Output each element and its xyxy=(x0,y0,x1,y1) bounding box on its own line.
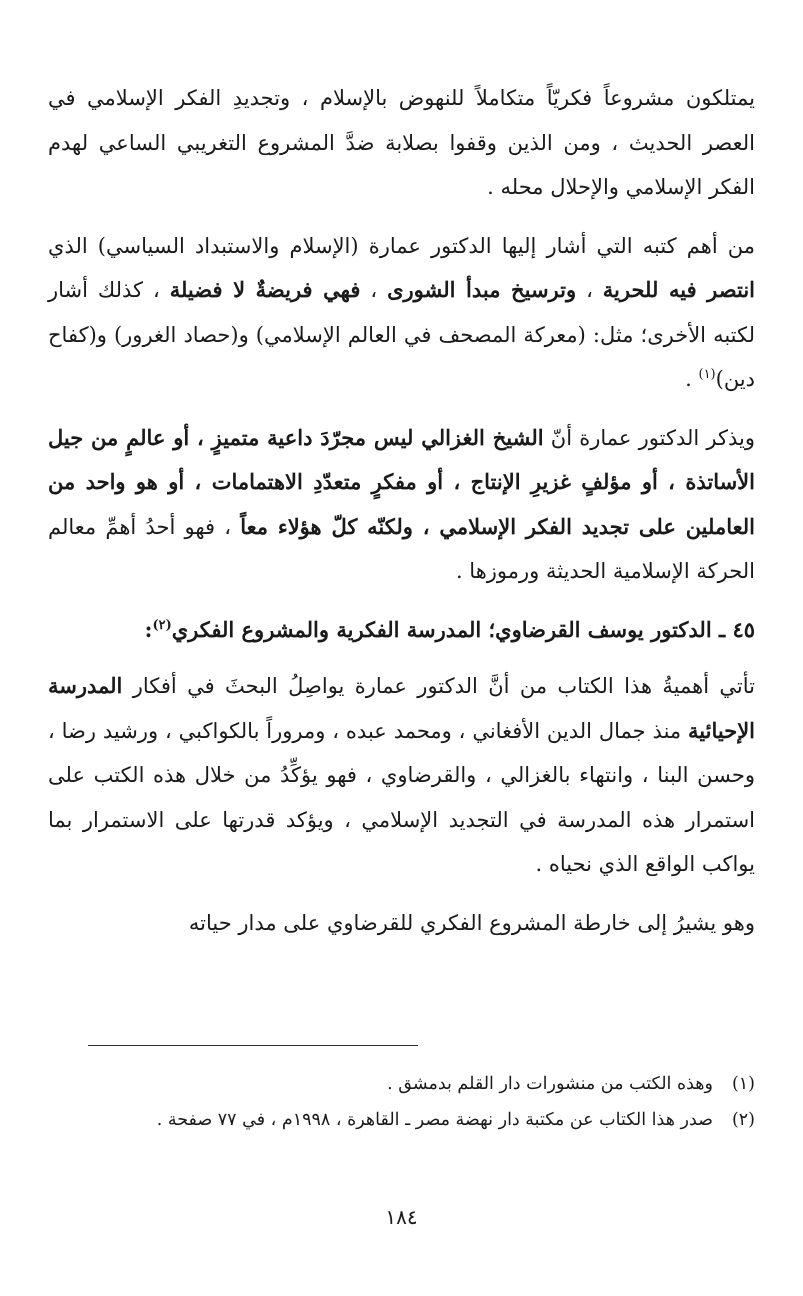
paragraph-5-text: وهو يشيرُ إلى خارطة المشروع الفكري للقرضاوي على مدار حياته xyxy=(188,910,755,935)
section-heading xyxy=(48,608,755,653)
footnote-divider xyxy=(88,1045,418,1046)
footnote-1-text: وهذه الكتب من منشورات دار القلم بدمشق . xyxy=(387,1074,713,1094)
paragraph-4-text-c: منذ جمال الدين الأفغاني ، ومحمد عبده ، ومروراً بالكواكبي ، ورشيد رضا ، وحسن البنا ، وانتهاء بالغزالي ، والقرضاوي ، فهو يؤكِّدُ من خلال هذه الكتب على استمرار هذه المدرسة في التجديد الإسلامي ، ويؤكد قدرتها على الاستمرار بما يواكب الواقع الذي نحياه . xyxy=(48,718,755,876)
paragraph-3 xyxy=(48,416,755,594)
footnote-ref-2[interactable]: (٢) xyxy=(152,617,172,633)
paragraph-2-bold-1: انتصر فيه للحرية xyxy=(602,277,755,302)
paragraph-4 xyxy=(48,664,755,887)
footnotes xyxy=(48,1068,755,1140)
paragraph-5 xyxy=(48,901,755,946)
footnote-1 xyxy=(48,1068,755,1100)
paragraph-3-text-a: ويذكر الدكتور عمارة أنّ xyxy=(543,425,755,450)
paragraph-2-bold-2: وترسيخ مبدأ الشورى xyxy=(387,277,577,302)
paragraph-3-bold: الشيخ الغزالي ليس مجرّدَ داعية متميزٍ ، أو عالمٍ من جيل الأساتذة ، أو مؤلفٍ غزيرِ الإنتاج ، أو مفكرٍ متعدّدِ الاهتمامات ، أو هو واحد من العاملين على تجديد الفكر الإسلامي ، ولكنّه كلّ هؤلاء معاً xyxy=(48,424,755,539)
page-number: ١٨٤ xyxy=(385,1205,418,1229)
paragraph-3-text-c: ، فهو أحدُ أهمِّ معالم الحركة الإسلامية الحديثة ورموزها . xyxy=(48,514,755,583)
section-heading-text: ٤٥ ـ الدكتور يوسف القرضاوي؛ المدرسة الفكرية والمشروع الفكري xyxy=(171,616,755,642)
paragraph-2-text-f: . xyxy=(685,367,699,391)
paragraph-1 xyxy=(48,76,755,210)
paragraph-2-text-d: ، xyxy=(360,278,388,302)
paragraph-2 xyxy=(48,224,755,402)
paragraph-2-text-c: ، xyxy=(576,278,603,302)
paragraph-1-text: يمتلكون مشروعاً فكريّاً متكاملاً للنهوض بالإسلام ، وتجديدِ الفكر الإسلامي في العصر الحديث ، ومن الذين وقفوا بصلابة ضدَّ المشروع التغريبي الساعي لهدم الفكر الإسلامي والإحلال محله . xyxy=(48,86,755,199)
paragraph-4-bold: المدرسة الإحيائية xyxy=(48,673,755,743)
paragraph-2-text-e: ، كذلك أشار لكتبه الأخرى؛ مثل: (معركة المصحف في العالم الإسلامي) و(حصاد الغرور) و(كفاح دين) xyxy=(48,278,755,391)
footnote-1-number: (١) xyxy=(731,1074,755,1094)
paragraph-2-text-a: من أهم كتبه التي أشار إليها الدكتور عمارة (الإسلام والاستبداد السياسي) الذي xyxy=(48,233,755,258)
paragraph-4-text-a: تأتي أهميةُ هذا الكتاب من أنَّ الدكتور عمارة يواصِلُ البحثَ في أفكار xyxy=(122,674,755,698)
paragraph-2-bold-3: فهي فريضةٌ لا فضيلة xyxy=(169,277,361,302)
footnote-2 xyxy=(48,1104,755,1136)
section-heading-colon: : xyxy=(144,616,153,642)
footnote-2-text: صدر هذا الكتاب عن مكتبة دار نهضة مصر ـ القاهرة ، ١٩٩٨م ، في ٧٧ صفحة . xyxy=(156,1110,713,1130)
footnote-2-number: (٢) xyxy=(731,1110,755,1130)
footnote-ref-1[interactable]: (١) xyxy=(698,367,716,382)
main-text xyxy=(48,76,755,959)
